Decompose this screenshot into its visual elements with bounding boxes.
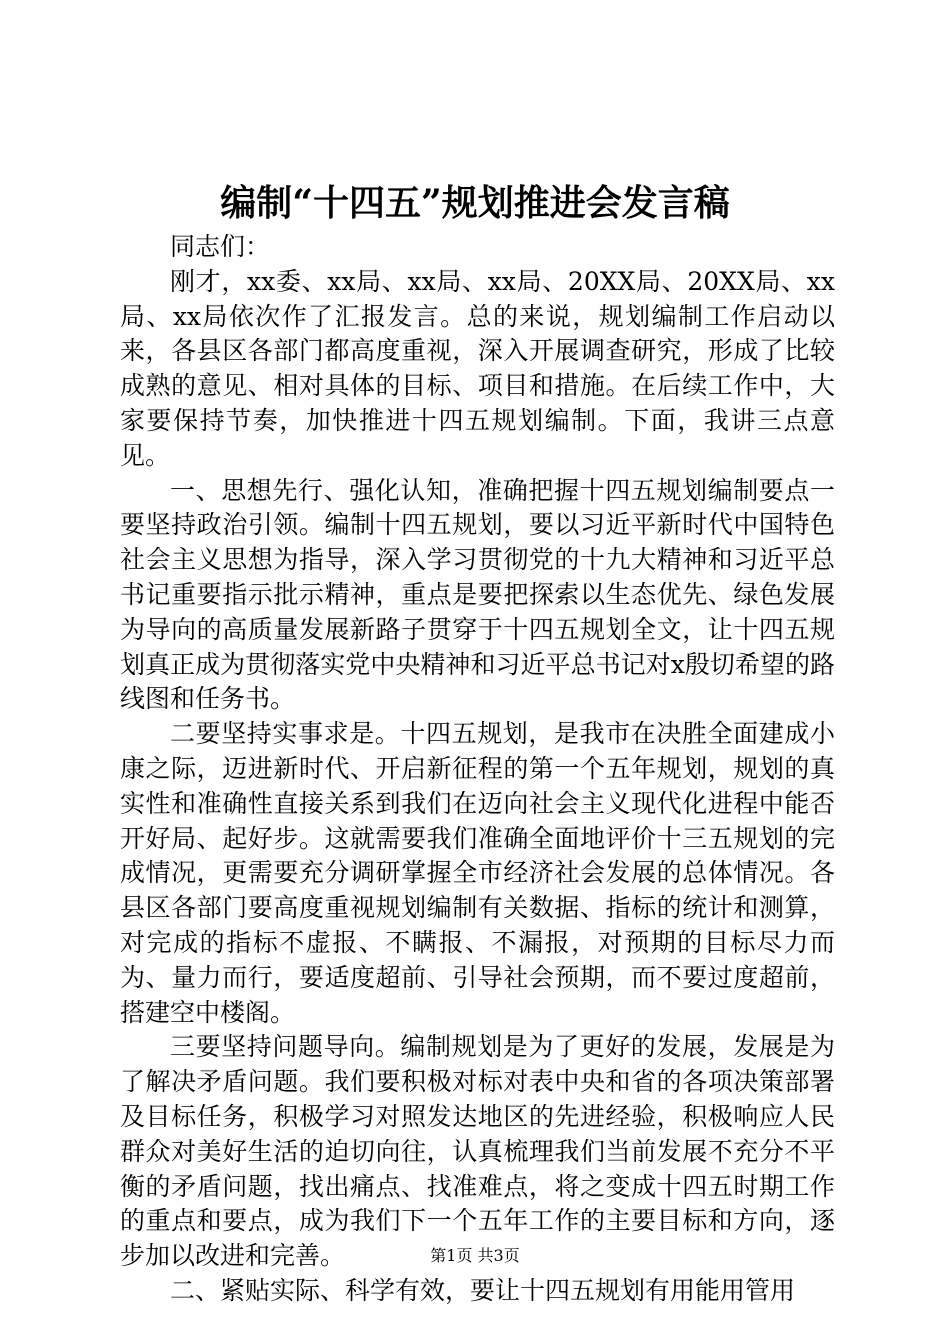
paragraph-point-three: 三要坚持问题导向。编制规划是为了更好的发展，发展是为了解决矛盾问题。我们要积极对标对表中央和省的各项决策部署及目标任务，积极学习对照发达地区的先进经验，积极响应人民群众对美好生活的迫切向往，认真梳理我们当前发展不充分不平衡的矛盾问题，找出痛点、找准难点，将之变成十四五时期工作的重点和要点，成为我们下一个五年工作的主要目标和方向，逐步加以改进和完善。 [120, 1032, 835, 1271]
paragraph-section-one: 一、思想先行、强化认知，准确把握十四五规划编制要点一要坚持政治引领。编制十四五规划，要以习近平新时代中国特色社会主义思想为指导，深入学习贯彻党的十九大精神和习近平总书记重要指示批示精神，重点是要把探索以生态优先、绿色发展为导向的高质量发展新路子贯穿于十四五规划全文，让十四五规划真正成为贯彻落实党中央精神和习近平总书记对x殷切希望的路线图和任务书。 [120, 475, 835, 714]
document-title: 编制“十四五”规划推进会发言稿 [220, 182, 730, 224]
paragraph-intro: 刚才，xx委、xx局、xx局、xx局、20XX局、20XX局、xx局、xx局依次作了汇报发言。总的来说，规划编制工作启动以来，各县区各部门都高度重视，深入开展调查研究，形成了比较成熟的意见、相对具体的目标、项目和措施。在后续工作中，大家要保持节奏，加快推进十四五规划编制。下面，我讲三点意见。 [120, 266, 835, 470]
paragraph-section-two: 二、紧贴实际、科学有效，要让十四五规划有用能用管用 [170, 1275, 796, 1305]
page-footer: 第1页 共3页 [430, 1246, 520, 1265]
paragraph-salutation: 同志们： [170, 232, 271, 261]
document-body [120, 230, 835, 1309]
paragraph-point-two: 二要坚持实事求是。十四五规划，是我市在决胜全面建成小康之际，迈进新时代、开启新征程的第一个五年规划，规划的真实性和准确性直接关系到我们在迈向社会主义现代化进程中能否开好局、起好步。这就需要我们准确全面地评价十三五规划的完成情况，更需要充分调研掌握全市经济社会发展的总体情况。各县区各部门要高度重视规划编制有关数据、指标的统计和测算，对完成的指标不虚报、不瞒报、不漏报，对预期的目标尽力而为、量力而行，要适度超前、引导社会预期，而不要过度超前，搭建空中楼阁。 [120, 719, 835, 1027]
